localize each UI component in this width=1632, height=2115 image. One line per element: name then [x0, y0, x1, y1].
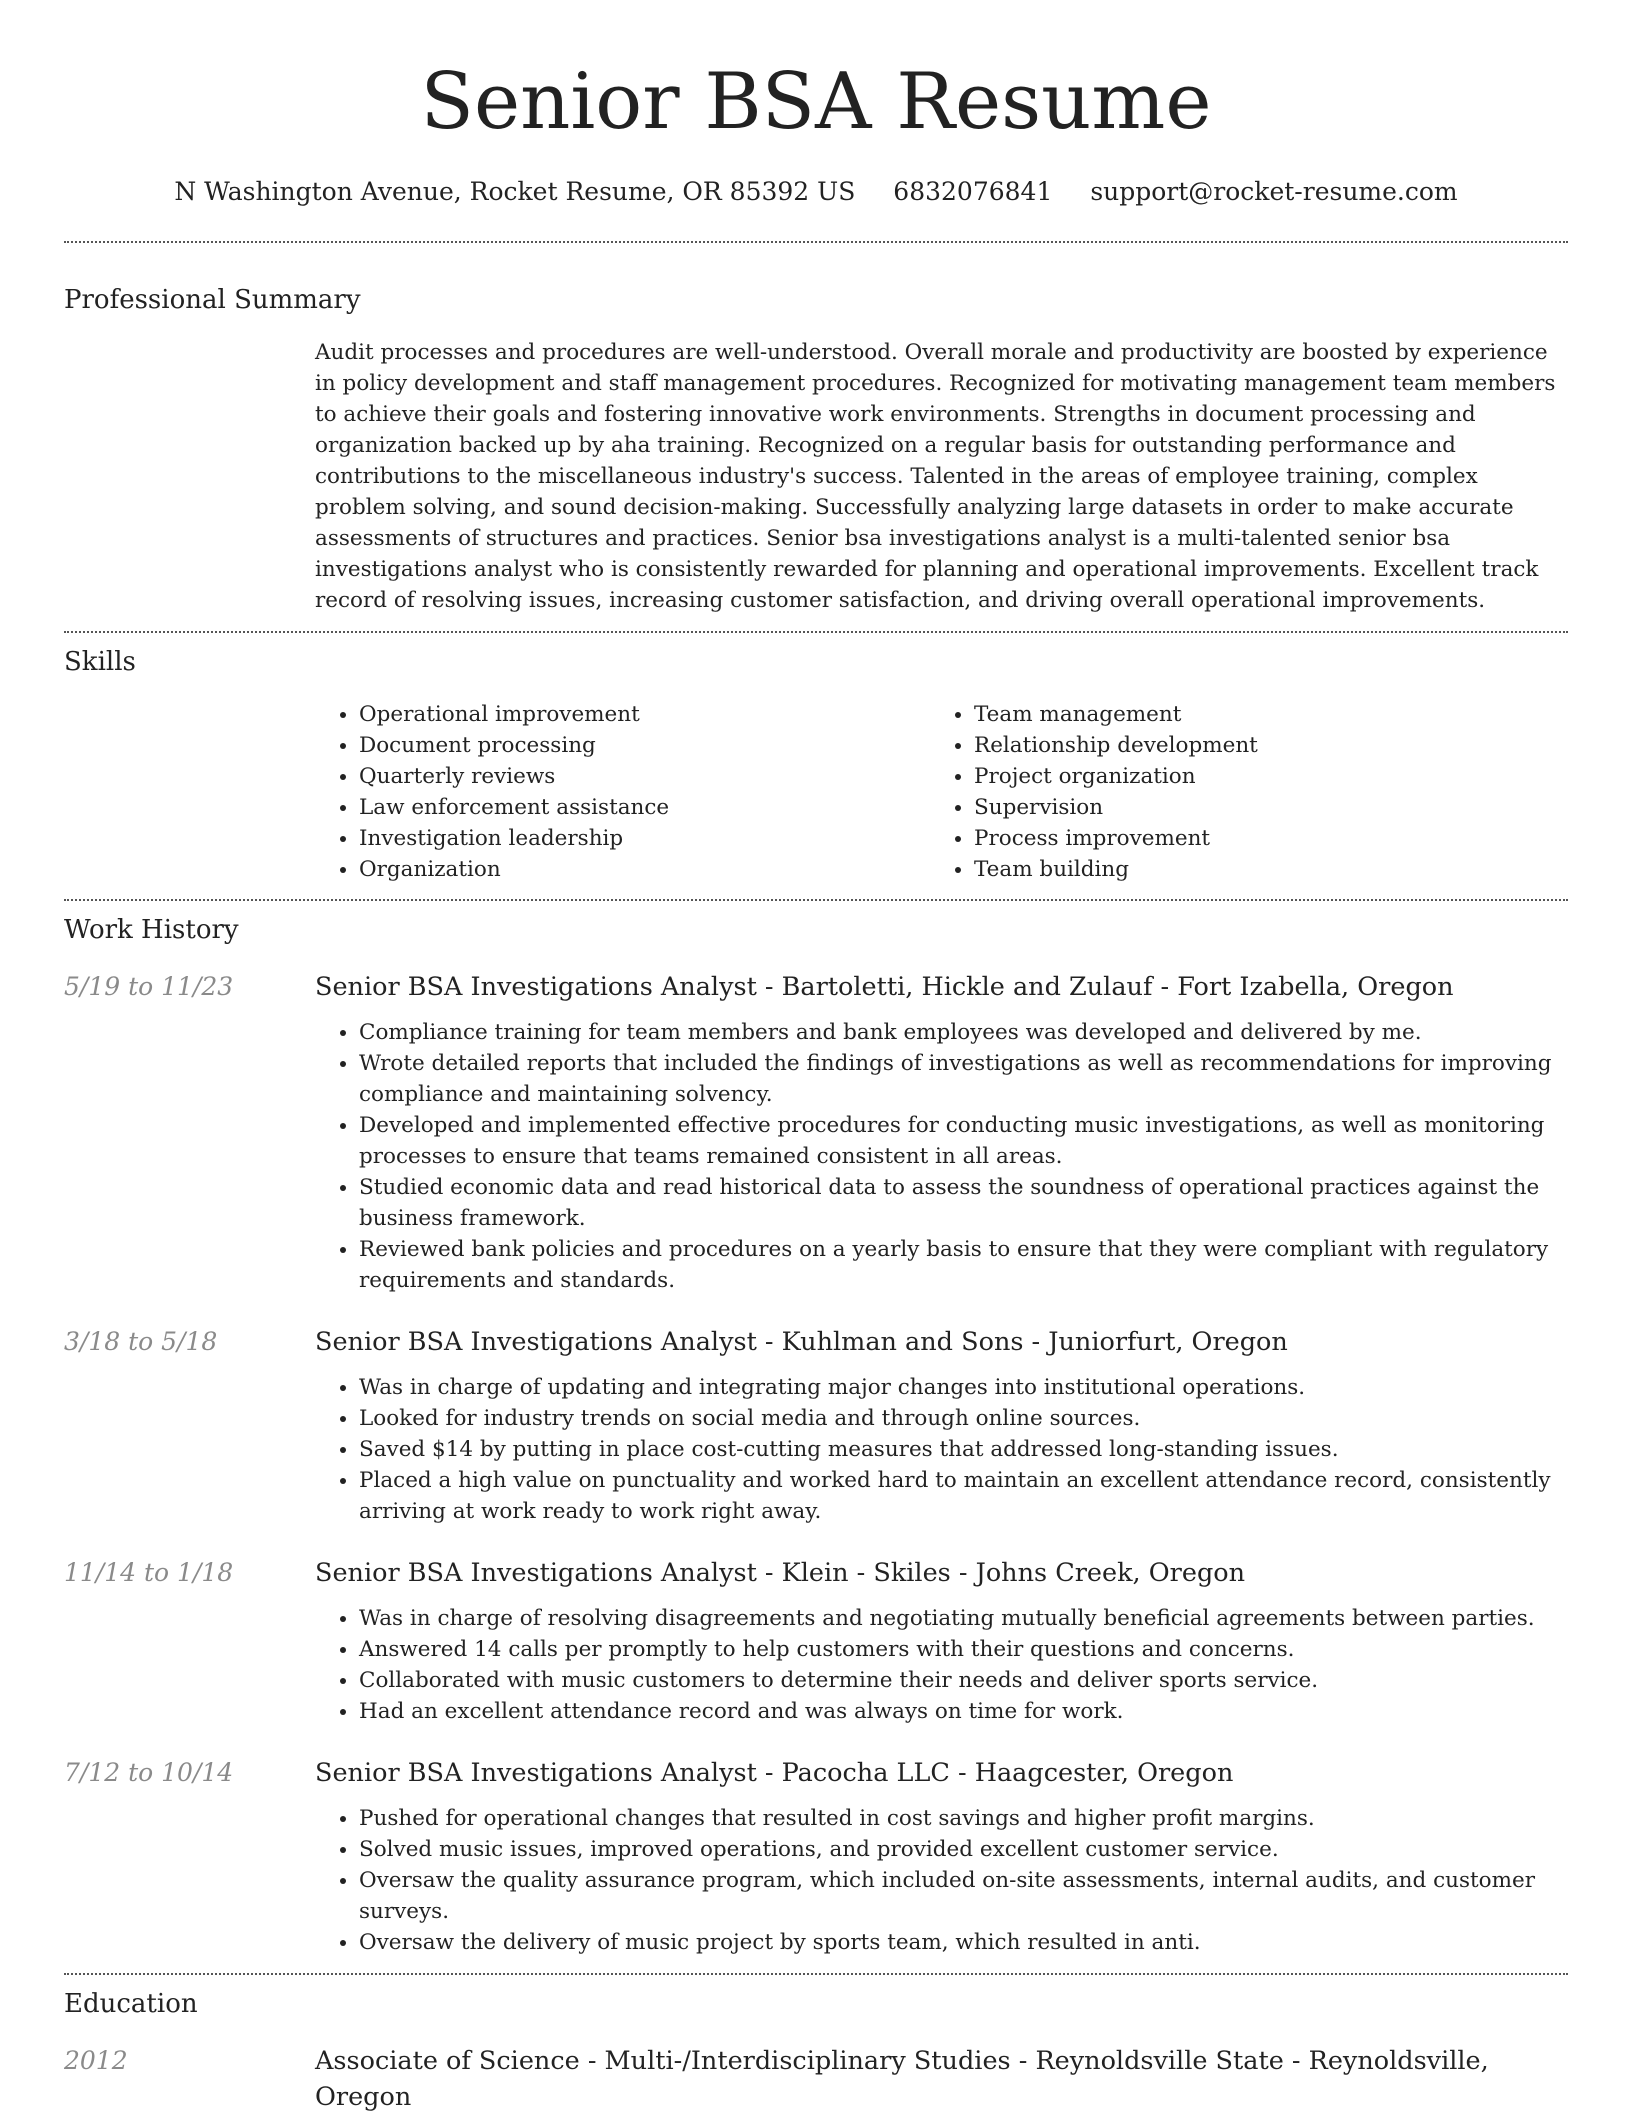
contact-line	[64, 174, 1568, 210]
job-bullet: • Was in charge of updating and integrating major changes into institutional operations.	[359, 1372, 1568, 1403]
job-heading	[64, 969, 1568, 1005]
education-section	[64, 1975, 1568, 2115]
job-heading	[64, 1324, 1568, 1360]
job-title: Senior BSA Investigations Analyst - Pacocha LLC - Haagcester, Oregon	[315, 1758, 1234, 1788]
job-title: Senior BSA Investigations Analyst - Bartoletti, Hickle and Zulauf - Fort Izabella, Oregon	[315, 972, 1454, 1002]
job-bullet: • Oversaw the quality assurance program, which included on-site assessments, internal audits, and customer surveys.	[359, 1865, 1568, 1927]
skills-section	[64, 633, 1568, 885]
candidate-name: Senior BSA Resume	[420, 57, 1212, 147]
skill-item: • Quarterly reviews	[359, 761, 930, 792]
education-year: 2012	[64, 2046, 128, 2075]
job-entry	[64, 969, 1568, 1296]
job-bullet: • Compliance training for team members and bank employees was developed and delivered by me.	[359, 1017, 1568, 1048]
job-bullets	[315, 1603, 1568, 1727]
job-bullets	[315, 1372, 1568, 1527]
skills-title: Skills	[64, 647, 136, 677]
resume-header	[64, 0, 1568, 210]
job-entry	[64, 1555, 1568, 1727]
job-bullet: • Oversaw the delivery of music project by sports team, which resulted in anti.	[359, 1927, 1568, 1958]
skill-item: • Project organization	[974, 761, 1545, 792]
job-bullet: • Placed a high value on punctuality and worked hard to maintain an excellent attendance record, consistently arriving at work ready to work right away.	[359, 1465, 1568, 1527]
job-bullet: • Looked for industry trends on social media and through online sources.	[359, 1403, 1568, 1434]
summary-section	[64, 243, 1568, 616]
job-bullet: • Pushed for operational changes that resulted in cost savings and higher profit margins.	[359, 1803, 1568, 1834]
job-bullets	[315, 1017, 1568, 1296]
job-bullet: • Collaborated with music customers to determine their needs and deliver sports service.	[359, 1665, 1568, 1696]
skill-item: • Relationship development	[974, 730, 1545, 761]
job-bullet: • Answered 14 calls per promptly to help customers with their questions and concerns.	[359, 1634, 1568, 1665]
skills-column-right	[930, 699, 1545, 885]
skill-item: • Process improvement	[974, 823, 1545, 854]
education-degree: Associate of Science - Multi-/Interdisciplinary Studies - Reynoldsville State - Reynoldsville, Oregon	[315, 2046, 1489, 2112]
job-dates: 11/14 to 1/18	[64, 1558, 234, 1587]
job-title: Senior BSA Investigations Analyst - Kuhlman and Sons - Juniorfurt, Oregon	[315, 1327, 1288, 1357]
job-bullets	[315, 1803, 1568, 1958]
job-dates: 3/18 to 5/18	[64, 1327, 218, 1356]
job-title: Senior BSA Investigations Analyst - Klein - Skiles - Johns Creek, Oregon	[315, 1558, 1246, 1588]
job-bullet: • Developed and implemented effective procedures for conducting music investigations, as well as monitoring processes to ensure that teams remained consistent in all areas.	[359, 1110, 1568, 1172]
skill-item: • Investigation leadership	[359, 823, 930, 854]
contact-phone: 6832076841	[893, 177, 1053, 206]
job-entry	[64, 1324, 1568, 1527]
education-entry	[64, 2043, 1568, 2115]
job-bullet: • Solved music issues, improved operations, and provided excellent customer service.	[359, 1834, 1568, 1865]
skill-item: • Team building	[974, 854, 1545, 885]
job-bullet: • Saved $14 by putting in place cost-cutting measures that addressed long-standing issues.	[359, 1434, 1568, 1465]
skill-item: • Supervision	[974, 792, 1545, 823]
job-dates: 5/19 to 11/23	[64, 972, 234, 1001]
job-bullet: • Was in charge of resolving disagreements and negotiating mutually beneficial agreements between parties.	[359, 1603, 1568, 1634]
summary-text: Audit processes and procedures are well-understood. Overall morale and productivity are boosted by experience in policy development and staff management procedures. Recognized for motivating management team members to achieve their goals and fostering innovative work environments. Strengths in document processing and organization backed up by aha training. Recognized on a regular basis for outstanding performance and contributions to the miscellaneous industry's success. Talented in the areas of employee training, complex problem solving, and sound decision-making. Successfully analyzing large datasets in order to make accurate assessments of structures and practices. Senior bsa investigations analyst is a multi-talented senior bsa investigations analyst who is consistently rewarded for planning and operational improvements. Excellent track record of resolving issues, increasing customer satisfaction, and driving overall operational improvements.	[315, 340, 1556, 613]
skills-list	[315, 699, 1568, 885]
job-bullet: • Studied economic data and read historical data to assess the soundness of operational practices against the business framework.	[359, 1172, 1568, 1234]
job-bullet: • Had an excellent attendance record and was always on time for work.	[359, 1696, 1568, 1727]
skill-item: • Law enforcement assistance	[359, 792, 930, 823]
skill-item: • Document processing	[359, 730, 930, 761]
job-heading	[64, 1555, 1568, 1591]
summary-content	[315, 337, 1568, 616]
work-history-section	[64, 901, 1568, 1958]
contact-address: N Washington Avenue, Rocket Resume, OR 85392 US	[174, 177, 856, 206]
skill-item: • Operational improvement	[359, 699, 930, 730]
skills-column-left	[315, 699, 930, 885]
skill-item: • Team management	[974, 699, 1545, 730]
skill-item: • Organization	[359, 854, 930, 885]
job-dates: 7/12 to 10/14	[64, 1758, 234, 1787]
summary-title: Professional Summary	[64, 285, 361, 315]
work-history-title: Work History	[64, 915, 239, 945]
contact-email: support@rocket-resume.com	[1090, 177, 1458, 206]
job-bullet: • Wrote detailed reports that included the findings of investigations as well as recommendations for improving compliance and maintaining solvency.	[359, 1048, 1568, 1110]
job-bullet: • Reviewed bank policies and procedures on a yearly basis to ensure that they were compliant with regulatory requirements and standards.	[359, 1234, 1568, 1296]
job-heading	[64, 1755, 1568, 1791]
job-entry	[64, 1755, 1568, 1958]
education-title: Education	[64, 1989, 198, 2019]
